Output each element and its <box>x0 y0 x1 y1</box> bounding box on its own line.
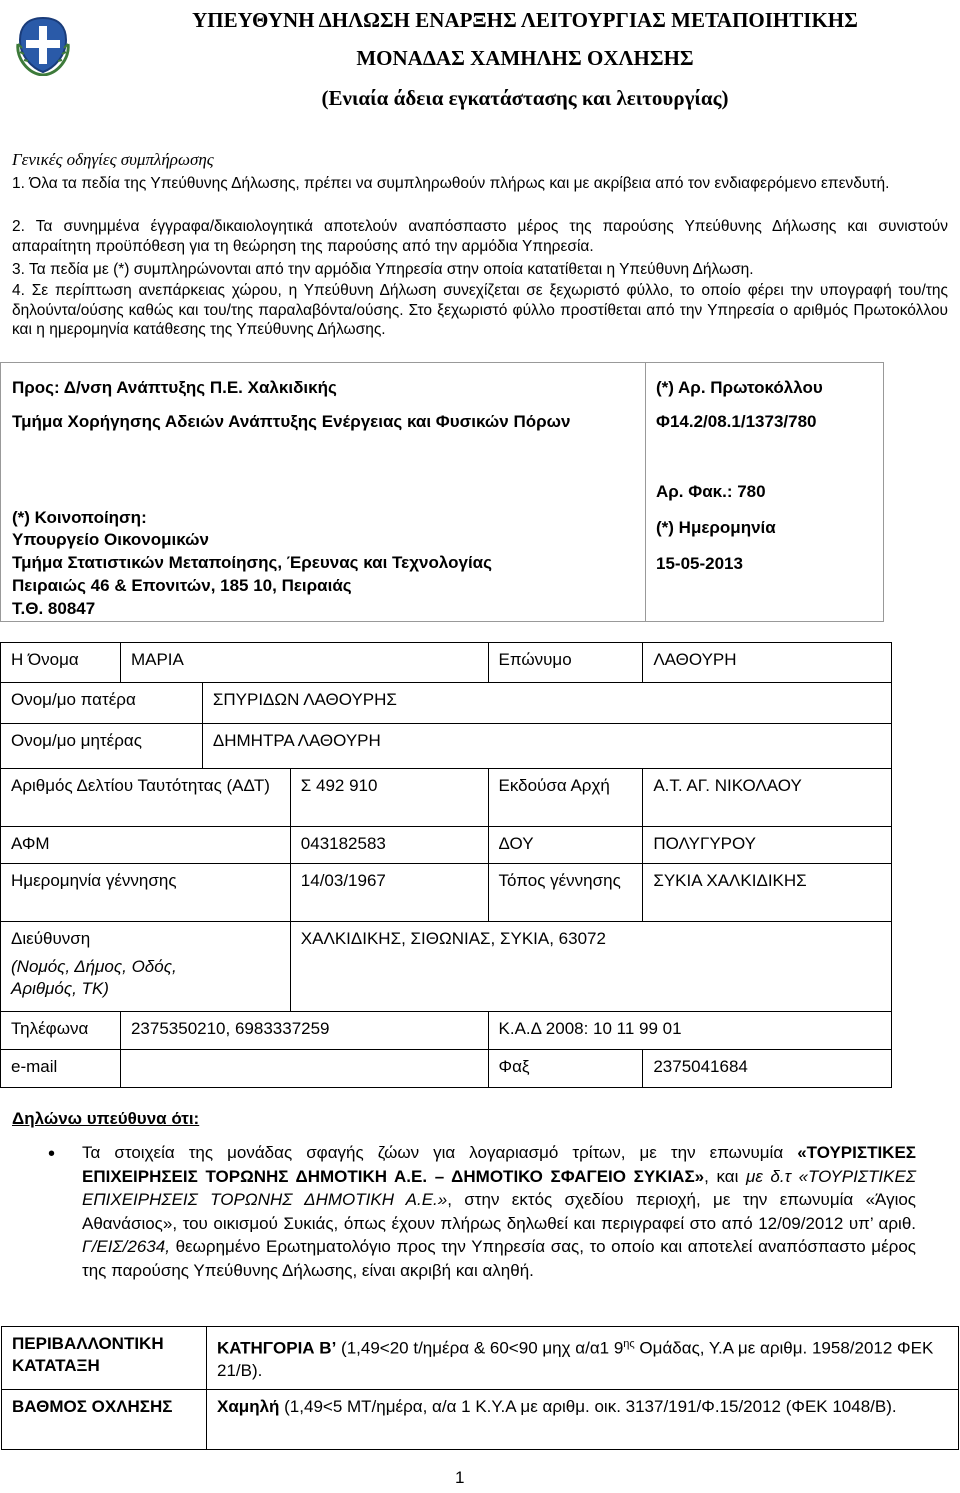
table-row <box>2 1390 959 1450</box>
nuisance-level-label: ΒΑΘΜΟΣ ΟΧΛΗΣΗΣ <box>2 1390 207 1450</box>
cc-line-2: Τμήμα Στατιστικών Μεταποίησης, Έρευνας και Τεχνολογίας <box>12 553 492 572</box>
id-value: Σ 492 910 <box>290 769 488 827</box>
email-label: e-mail <box>1 1050 121 1088</box>
protocol-label: (*) Αρ. Πρωτοκόλλου <box>656 378 823 397</box>
document-title-line1: ΥΠΕΥΘΥΝΗ ΔΗΛΩΣΗ ΕΝΑΡΞΗΣ ΛΕΙΤΟΥΡΓΙΑΣ ΜΕΤΑΠΟΙΗΤΙΚΗΣ <box>192 8 858 32</box>
table-row <box>1 724 892 769</box>
mother-label: Ονομ/μο μητέρας <box>1 724 203 769</box>
document-title-line2: ΜΟΝΑΔΑΣ ΧΑΜΗΛΗΣ ΟΧΛΗΣΗΣ <box>356 46 694 70</box>
table-row <box>1 827 892 864</box>
doy-label: ΔΟΥ <box>488 827 643 864</box>
declaration-part-5: , στην εκτός σχεδίου περιοχή, με την επωνυμία «Άγιος Αθανάσιος», του οικισμού Συκιάς, όπως έχουν πλήρως δηλωθεί και περιγραφεί στο από 12/09/2012 υπ’ αριθ. <box>82 1190 916 1233</box>
surname-label: Επώνυμο <box>488 643 643 683</box>
kad-value: Κ.Α.Δ 2008: 10 11 99 01 <box>488 1012 891 1050</box>
cc-line-4: Τ.Θ. 80847 <box>12 599 96 618</box>
birthplace-value: ΣΥΚΙΑ ΧΑΛΚΙΔΙΚΗΣ <box>643 864 892 922</box>
name-value: ΜΑΡΙΑ <box>120 643 488 683</box>
cc-line-1: Υπουργείο Οικονομικών <box>12 530 209 549</box>
id-label: Αριθμός Δελτίου Ταυτότητας (ΑΔΤ) <box>1 769 291 827</box>
trade-name: με δ.τ «ΤΟΥΡΙΣΤΙΚΕΣ ΕΠΙΧΕΙΡΗΣΕΙΣ ΤΟΡΩΝΗΣ ΔΗΜΟΤΙΚΗ Α.Ε.» <box>82 1166 916 1209</box>
afm-value: 043182583 <box>290 827 488 864</box>
company-name: «ΤΟΥΡΙΣΤΙΚΕΣ ΕΠΙΧΕΙΡΗΣΕΙΣ ΤΟΡΩΝΗΣ ΔΗΜΟΤΙΚΗ Α.Ε. – ΔΗΜΟΤΙΚΟ ΣΦΑΓΕΙΟ ΣΥΚΙΑΣ» <box>82 1143 916 1186</box>
env-text-2: Ομάδας, Υ.Α με αριθμ. 1958/2012 ΦΕΚ 21/Β). <box>217 1338 934 1380</box>
questionnaire-ref: Γ/ΕΙΣ/2634, <box>82 1237 170 1256</box>
authority-value: Α.Τ. ΑΓ. ΝΙΚΟΛΑΟΥ <box>643 769 892 827</box>
doy-value: ΠΟΛΥΓΥΡΟΥ <box>643 827 892 864</box>
fax-value: 2375041684 <box>643 1050 892 1088</box>
address-hint: (Νομός, Δήμος, Οδός, Αριθμός, ΤΚ) <box>11 957 177 998</box>
date-label: (*) Ημερομηνία <box>656 518 776 537</box>
recipient-to: Προς: Δ/νση Ανάπτυξης Π.Ε. Χαλκιδικής <box>12 378 337 397</box>
address-value: ΧΑΛΚΙΔΙΚΗΣ, ΣΙΘΩΝΙΑΣ, ΣΥΚΙΑ, 63072 <box>290 922 891 1012</box>
name-label: Η Όνομα <box>1 643 121 683</box>
declaration-part-3: , και <box>704 1166 746 1186</box>
date-value: 15-05-2013 <box>656 554 743 573</box>
env-classification-value <box>207 1327 959 1390</box>
email-value <box>120 1050 488 1088</box>
table-row <box>1 922 892 1012</box>
afm-label: ΑΦΜ <box>1 827 291 864</box>
declaration-text <box>82 1141 916 1282</box>
phone-label: Τηλέφωνα <box>1 1012 121 1050</box>
protocol-box <box>645 362 884 622</box>
table-row <box>1 1012 892 1050</box>
cc-label: (*) Κοινοποίηση: <box>12 508 147 527</box>
table-row <box>1 683 892 724</box>
recipient-box <box>0 362 646 622</box>
env-classification-label: ΠΕΡΙΒΑΛΛΟΝΤΙΚΗ ΚΑΤΑΤΑΞΗ <box>2 1327 207 1390</box>
greek-emblem-icon <box>12 14 74 76</box>
env-category: ΚΑΤΗΓΟΡΙΑ Β’ <box>217 1338 337 1358</box>
address-cell <box>1 922 291 1012</box>
table-row <box>1 643 892 683</box>
table-row <box>1 1050 892 1088</box>
document-subtitle: (Ενιαία άδεια εγκατάστασης και λειτουργίας) <box>321 86 729 110</box>
instruction-item-1: 1. Όλα τα πεδία της Υπεύθυνης Δήλωσης, πρέπει να συμπληρωθούν πλήρως και με ακρίβεια από τον ενδιαφερόμενο επενδυτή. <box>12 175 890 192</box>
declaration-part-1: Τα στοιχεία της μονάδας σφαγής ζώων για λογαριασμό τρίτων, με την επωνυμία <box>82 1143 798 1162</box>
env-superscript: ης <box>623 1338 635 1350</box>
declaration-heading: Δηλώνω υπεύθυνα ότι: <box>12 1109 200 1128</box>
classification-table <box>1 1326 959 1450</box>
page-number: 1 <box>455 1468 465 1487</box>
table-row <box>1 864 892 922</box>
address-label: Διεύθυνση <box>11 929 91 948</box>
cc-line-3: Πειραιώς 46 & Επονιτών, 185 10, Πειραιάς <box>12 576 352 595</box>
recipient-department: Τμήμα Χορήγησης Αδειών Ανάπτυξης Ενέργειας και Φυσικών Πόρων <box>12 412 571 431</box>
nuisance-level-value <box>207 1390 959 1450</box>
table-row <box>1 769 892 827</box>
protocol-value: Φ14.2/08.1/1373/780 <box>656 412 817 431</box>
fax-label: Φαξ <box>488 1050 643 1088</box>
file-number: Αρ. Φακ.: 780 <box>656 482 766 501</box>
mother-value: ΔΗΜΗΤΡΑ ΛΑΘΟΥΡΗ <box>202 724 891 769</box>
instruction-item-3: 3. Τα πεδία με (*) συμπληρώνονται από την αρμόδια Υπηρεσία στην οποία κατατίθεται η Υπεύθυνη Δήλωση. <box>12 261 754 278</box>
env-text-1: (1,49<20 t/ημέρα & 60<90 μηχ α/α1 9 <box>336 1338 624 1358</box>
instructions-heading: Γενικές οδηγίες συμπλήρωσης <box>12 150 214 169</box>
instruction-item-4: 4. Σε περίπτωση ανεπάρκειας χώρου, η Υπεύθυνη Δήλωση συνεχίζεται σε ξεχωριστό φύλλο, το οποίο φέρει την υπογραφή του/της δηλούντα/ούσης καθώς και του/της παραλαβόντα/ούσης. Στο ξεχωριστό φύλλο προστίθεται από την Υπηρεσία ο αριθμός Πρωτοκόλλου και η ημερομηνία κατάθεσης της Υπεύθυνης Δήλωσης. <box>12 282 948 338</box>
personal-data-table <box>0 642 892 1088</box>
father-label: Ονομ/μο πατέρα <box>1 683 203 724</box>
phone-value: 2375350210, 6983337259 <box>120 1012 488 1050</box>
birth-date-value: 14/03/1967 <box>290 864 488 922</box>
nuisance-text: (1,49<5 ΜΤ/ημέρα, α/α 1 Κ.Υ.Α με αριθμ. οικ. 3137/191/Φ.15/2012 (ΦΕΚ 1048/Β). <box>279 1397 897 1416</box>
nuisance-level: Χαμηλή <box>217 1397 280 1416</box>
table-row <box>2 1327 959 1390</box>
declaration-part-7: θεωρημένο Ερωτηματολόγιο προς την Υπηρεσία σας, το οποίο και αποτελεί αναπόσπαστο μέρος της παρούσης Υπεύθυνης Δήλωσης, είναι ακριβή και αληθή. <box>82 1237 916 1280</box>
bullet-icon: • <box>48 1143 56 1165</box>
instruction-item-2: 2. Τα συνημμένα έγγραφα/δικαιολογητικά αποτελούν αναπόσπαστο μέρος της παρούσης Υπεύθυνης Δήλωσης και συνιστούν απαραίτητη προϋπόθεση για τη θεώρηση της παρούσης από την αρμόδια Υπηρεσία. <box>12 218 948 255</box>
authority-label: Εκδούσα Αρχή <box>488 769 643 827</box>
father-value: ΣΠΥΡΙΔΩΝ ΛΑΘΟΥΡΗΣ <box>202 683 891 724</box>
birthplace-label: Τόπος γέννησης <box>488 864 643 922</box>
surname-value: ΛΑΘΟΥΡΗ <box>643 643 892 683</box>
birth-date-label: Ημερομηνία γέννησης <box>1 864 291 922</box>
